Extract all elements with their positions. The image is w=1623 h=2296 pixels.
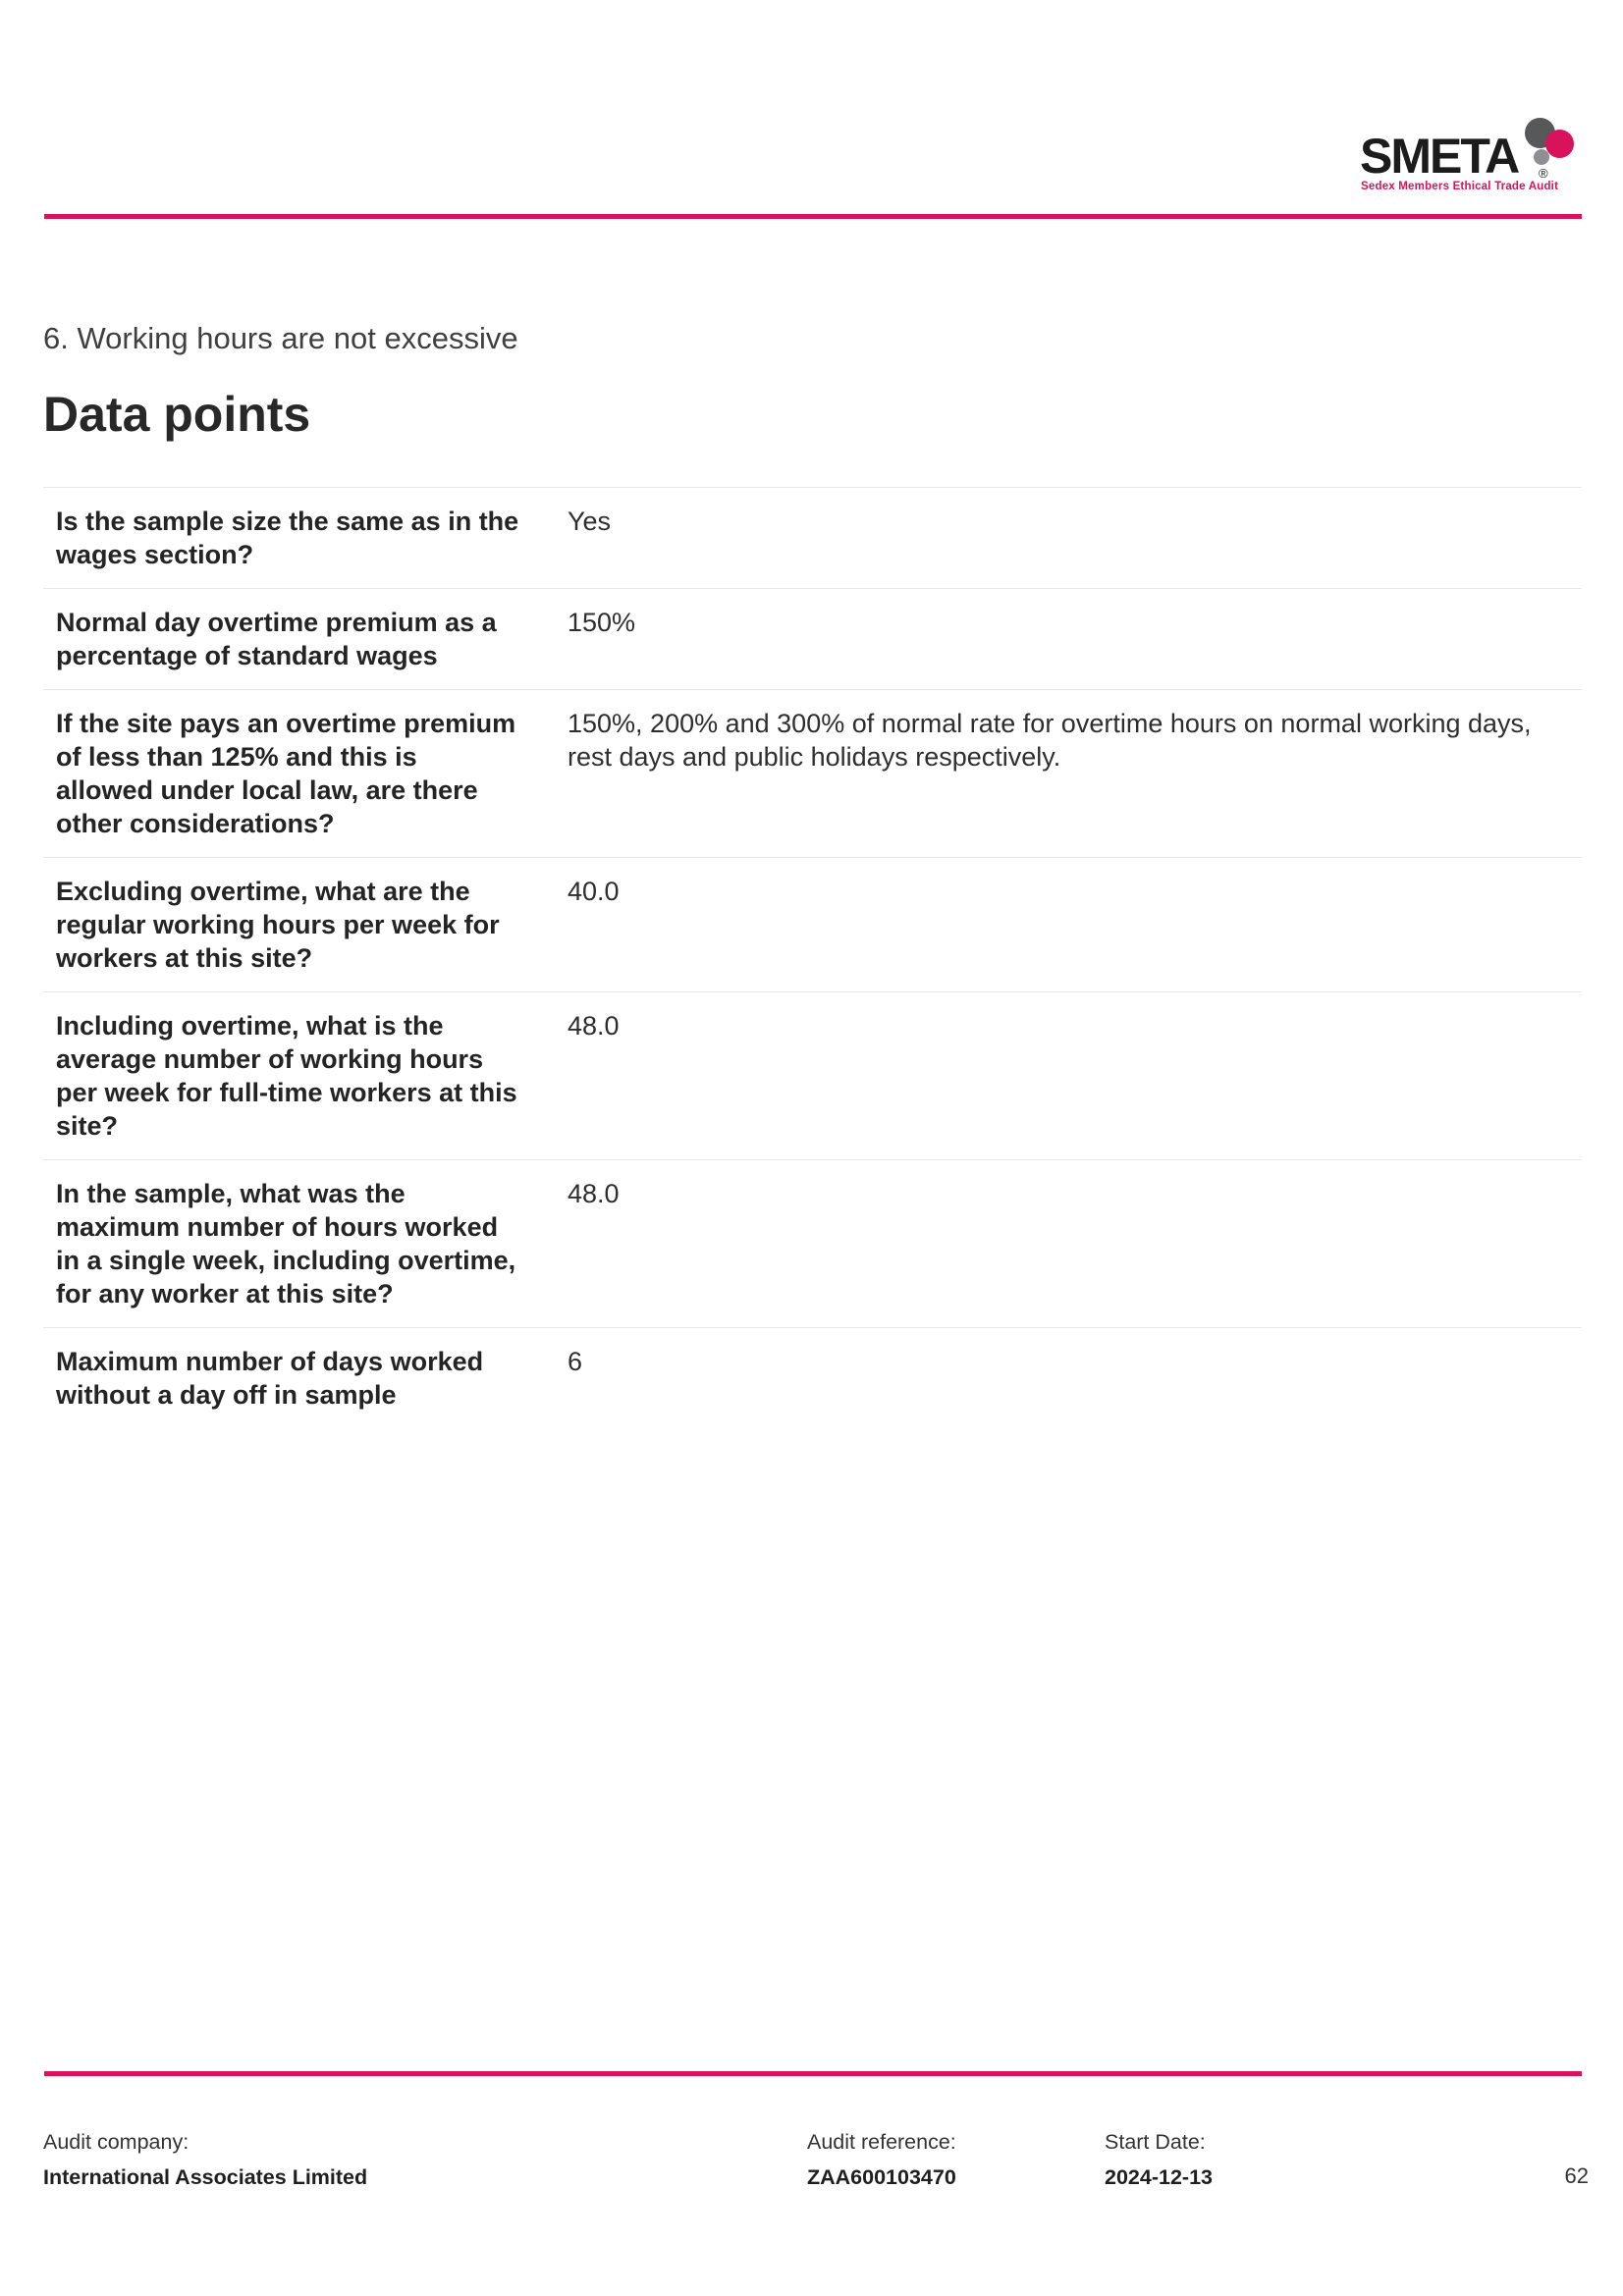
logo-pink-circle-icon	[1545, 130, 1574, 158]
data-points-table	[43, 487, 1582, 1428]
question-cell: Maximum number of days worked without a day off in sample	[56, 1347, 484, 1410]
question-cell: Including overtime, what is the average number of working hours per week for full-time workers at this site?	[56, 1011, 517, 1141]
answer-cell: 6	[568, 1347, 583, 1376]
question-cell: In the sample, what was the maximum number of hours worked in a single week, including overtime, for any worker at this site?	[56, 1179, 516, 1308]
smeta-logo	[1360, 110, 1591, 200]
header-divider-rule	[44, 214, 1582, 219]
table-row	[43, 588, 1582, 689]
footer-audit-reference	[807, 2132, 956, 2188]
question-cell: If the site pays an overtime premium of less than 125% and this is allowed under local law, are there other considerations?	[56, 709, 516, 838]
page-title: Data points	[43, 387, 311, 442]
page-footer	[43, 2132, 1589, 2201]
smeta-logo-tagline: Sedex Members Ethical Trade Audit	[1361, 181, 1559, 192]
audit-company-label: Audit company:	[43, 2130, 189, 2154]
audit-reference-value: ZAA600103470	[807, 2164, 956, 2189]
page-number: 62	[1564, 2163, 1589, 2188]
audit-reference-label: Audit reference:	[807, 2130, 956, 2154]
table-row	[43, 991, 1582, 1159]
table-row	[43, 487, 1582, 588]
answer-cell: Yes	[568, 507, 612, 536]
table-row	[43, 1159, 1582, 1327]
start-date-value: 2024-12-13	[1105, 2164, 1213, 2189]
registered-trademark-symbol: ®	[1539, 166, 1548, 181]
footer-start-date	[1105, 2132, 1213, 2188]
question-cell: Excluding overtime, what are the regular working hours per week for workers at this site?	[56, 877, 500, 973]
answer-cell: 40.0	[568, 877, 620, 906]
start-date-label: Start Date:	[1105, 2130, 1206, 2154]
answer-cell: 150%, 200% and 300% of normal rate for overtime hours on normal working days, rest days and public holidays respectively.	[568, 709, 1532, 772]
smeta-logo-wordmark: SMETA	[1360, 129, 1519, 184]
answer-cell: 48.0	[568, 1179, 620, 1208]
table-row	[43, 857, 1582, 991]
table-row	[43, 689, 1582, 857]
question-cell: Normal day overtime premium as a percentage of standard wages	[56, 608, 497, 670]
footer-audit-company	[43, 2132, 367, 2188]
audit-company-value: International Associates Limited	[43, 2164, 368, 2189]
answer-cell: 48.0	[568, 1011, 620, 1041]
question-cell: Is the sample size the same as in the wages section?	[56, 507, 519, 569]
logo-small-gray-circle-icon	[1534, 149, 1549, 165]
footer-divider-rule	[44, 2071, 1582, 2076]
answer-cell: 150%	[568, 608, 636, 637]
section-heading: 6. Working hours are not excessive	[43, 321, 518, 355]
table-row	[43, 1327, 1582, 1428]
